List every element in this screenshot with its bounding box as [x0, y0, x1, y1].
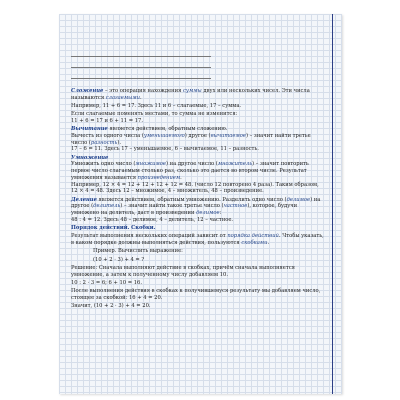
addition-rule: Если слагаемые поменять местами, то сумма не изменится: 11 + 6 = 17 и 6 + 11 = 17. — [71, 111, 238, 124]
margin-line — [332, 14, 333, 394]
multiplication-definition: Умножение Умножить одно число (множимое) на другое число (множитель) – значит повторить первое число слагаемым столько раз, сколько это дается во втором числе. Результат умножения называется произведением. Например, 12 × 4 = 12 + 12 + 12 + 12 = 48. (число 12 повторено 4 раза). Таким образом, 12 × 4 = 48. Здесь 12 – множимое, 4 – множитель, 48 – произведение. — [71, 154, 319, 195]
addition-term: Сложение — [71, 88, 104, 94]
subtraction-example: 17 – 6 = 11. Здесь 17 – уменьшаемое, 6 – вычитаемое, 11 – разность. — [71, 146, 259, 153]
division-term: Деление — [71, 196, 97, 203]
order-paragraph: Результат выполнения нескольких операций зависит от порядка действий. Чтобы указать, в каком порядке должны выполняться действия, пользуются скобками. — [71, 233, 324, 246]
division-definition: Деление является действием, обратным умножению. Разделить одно число (делимое) на другое (делитель) – значит найти такое третье число (частное), которое, будучи умножено на делитель, даст в произведении делимое: 48 : 4 = 12. Здесь 48 – делимое, 4 – делитель, 12 – частное. — [71, 196, 321, 223]
blank-line — [71, 56, 211, 57]
addition-definition: Сложение – это операция нахождения суммы двух или нескольких чисел. Эти числа называются слагаемыми. — [71, 88, 310, 101]
solution-text: Решение: Сначала выполняют действие в скобках, причём сначала выполняется умножение, а затем к полученному числу добавляем 10. — [71, 264, 295, 278]
example-expression: (10 + 2 · 3) + 4 = ? — [93, 256, 145, 263]
subtraction-term: Вычитание — [71, 126, 108, 133]
subtraction-definition: Вычитание является действием, обратным сложению. Вычесть из одного числа (уменьшаемого) другое (вычитаемое) – значит найти третье число (разность). 17 – 6 = 11. Здесь 17 – уменьшаемое, 6 – вычитаемое, 11 – разность. — [71, 126, 311, 153]
solution-answer: Значит, (10 + 2 · 3) + 4 = 20. — [71, 303, 151, 310]
blank-line — [71, 67, 211, 68]
notebook-page — [59, 14, 342, 394]
blank-lines — [71, 56, 211, 89]
blank-line — [71, 78, 211, 79]
addition-example: Например, 11 + 6 = 17. Здесь 11 и 6 – слагаемые, 17 – сумма. — [71, 103, 242, 109]
solution-step: 10 : 2 · 3 = 6; 6 + 10 = 16. — [71, 279, 142, 286]
solution-continuation: После выполнения действия в скобках к получившемуся результату мы добавляем число, стоящее за скобкой: 16 + 4 = 20. — [71, 288, 321, 301]
multiplication-example: Например, 12 × 4 = 12 + 12 + 12 + 12 = 48. (число 12 повторено 4 раза). Таким образом, 12 × 4 = 48. Здесь 12 – множимое, 4 – множитель, 48 – произведение. — [71, 181, 319, 195]
division-example: 48 : 4 = 12. Здесь 48 – делимое, 4 – делитель, 12 – частное. — [71, 216, 234, 223]
order-title: Порядок действий. Скобки. — [71, 224, 156, 231]
example-label: Пример. Вычислить выражение: — [93, 248, 183, 255]
multiplication-term: Умножение — [71, 154, 109, 161]
text-content — [71, 88, 326, 311]
